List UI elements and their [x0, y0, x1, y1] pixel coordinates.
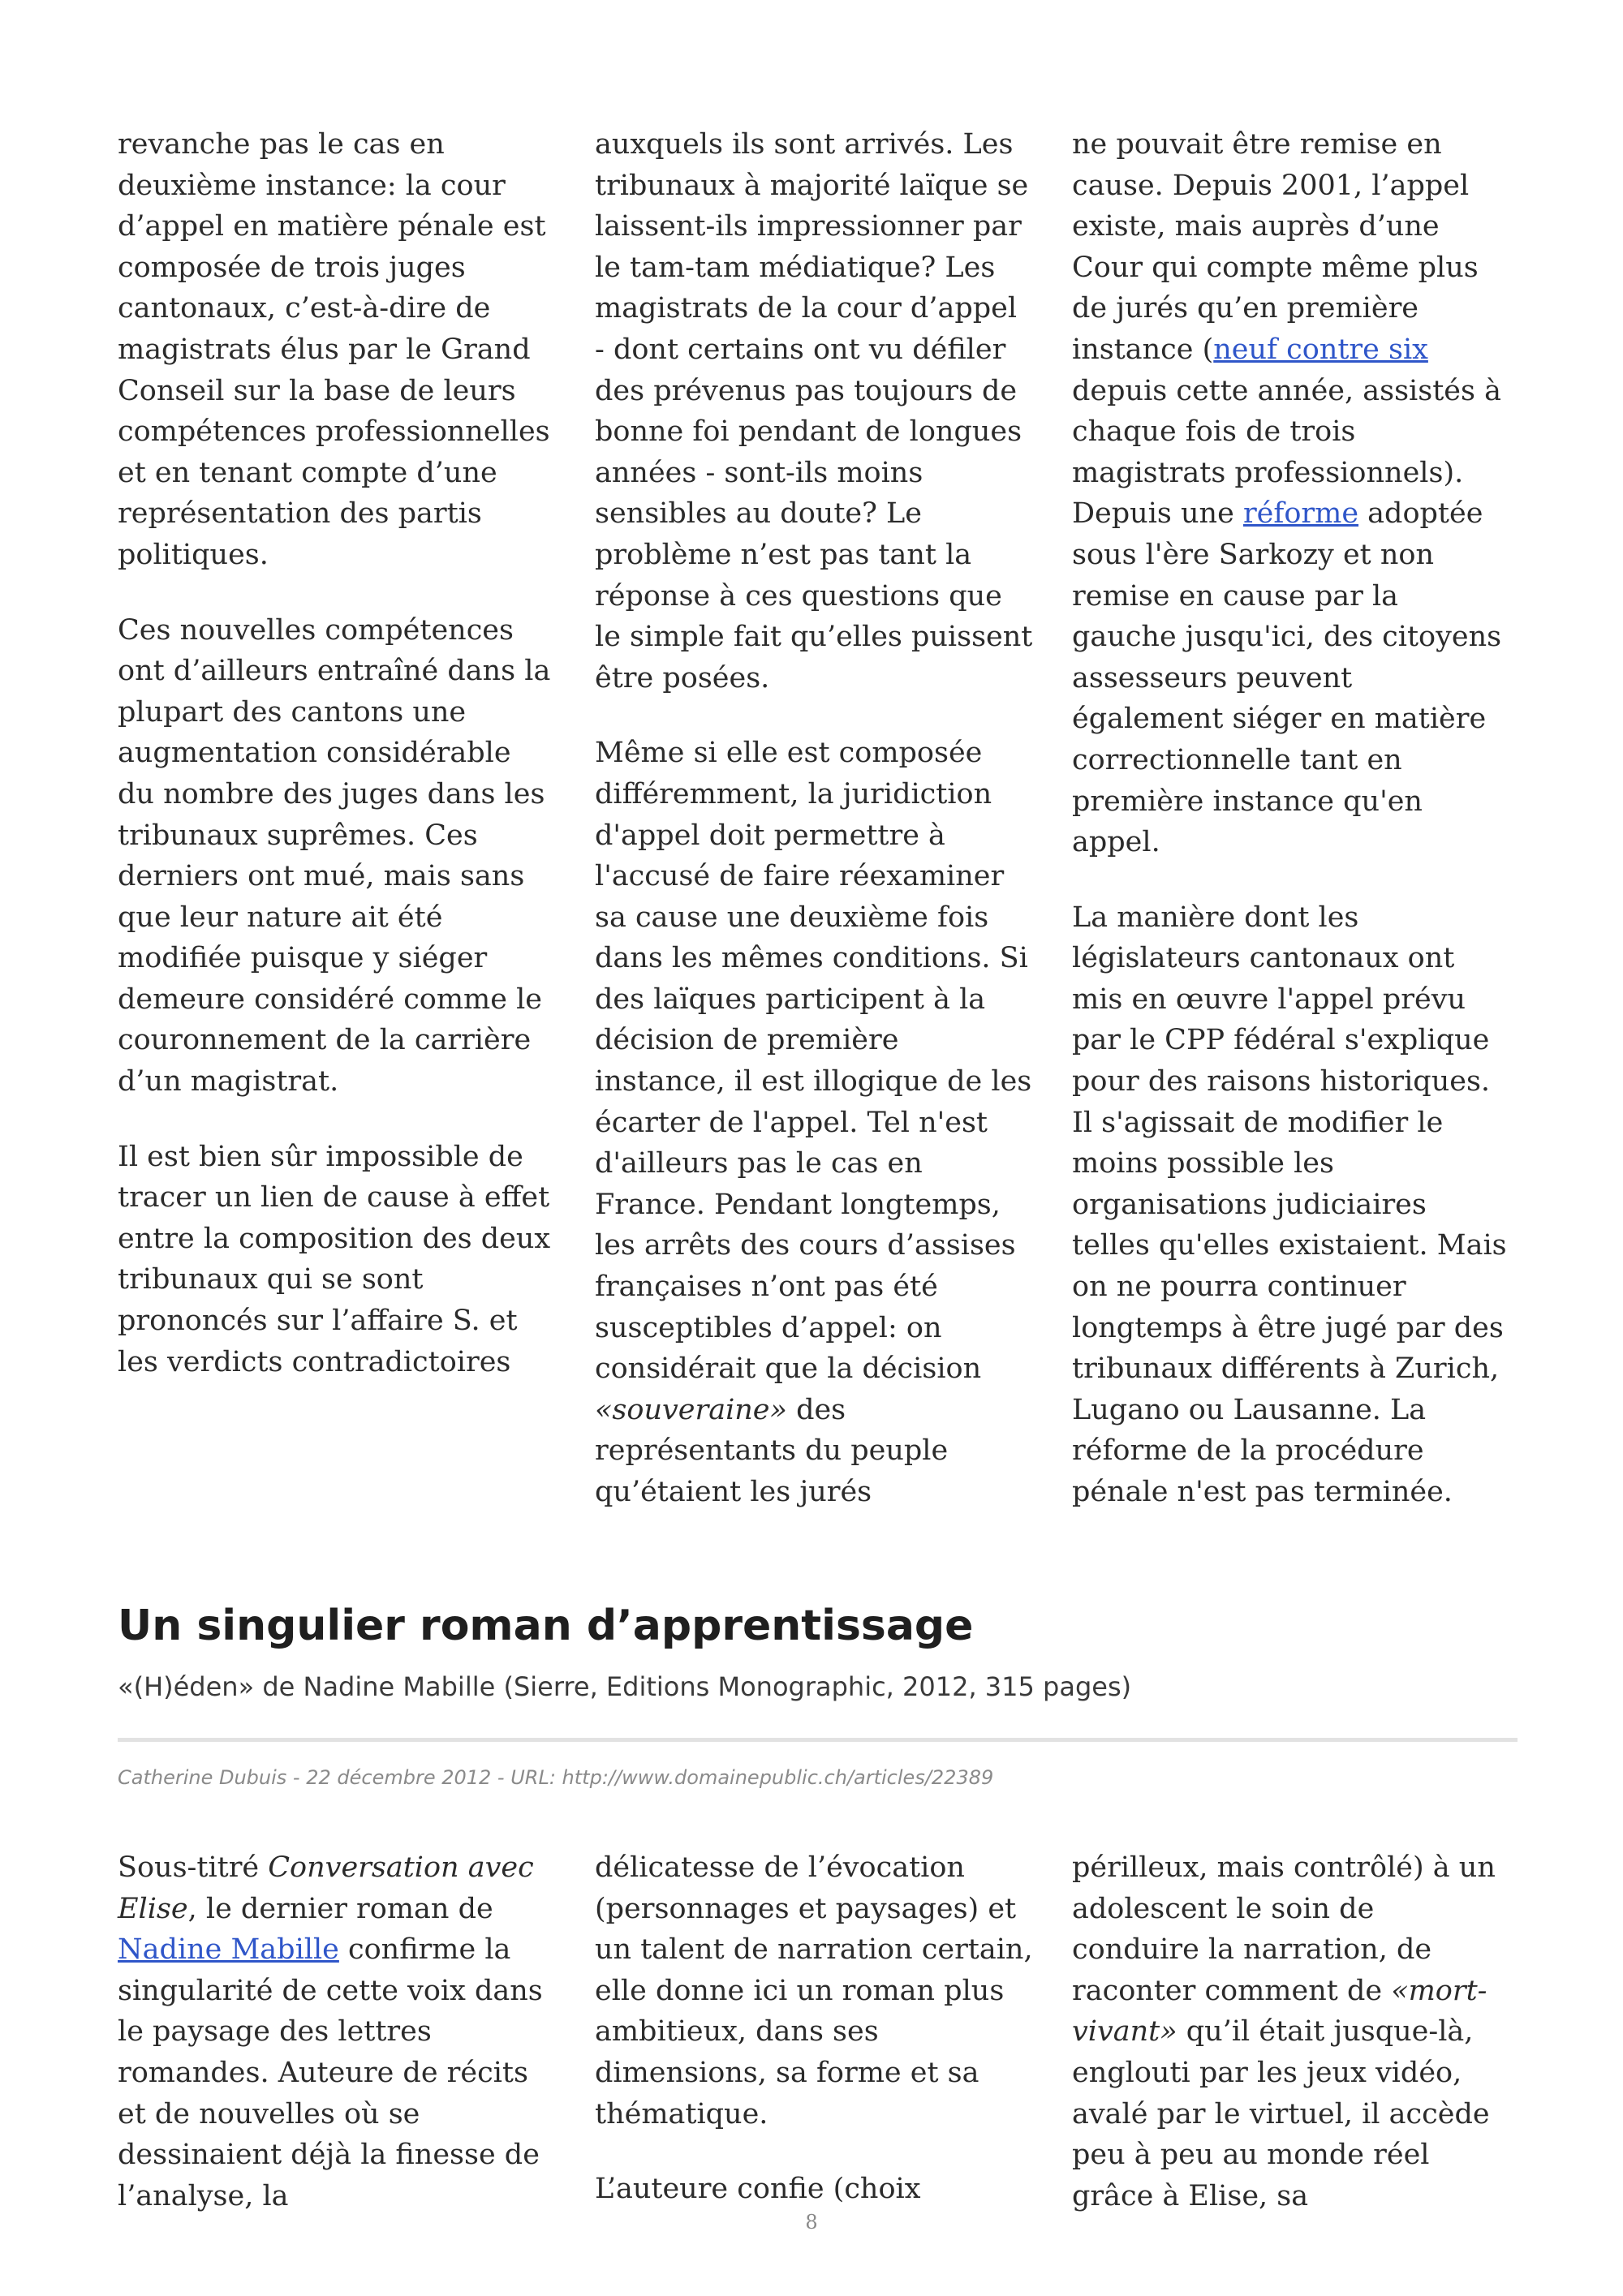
paragraph [1072, 124, 1510, 863]
text-run: périlleux, mais contrôlé) à un adolescent le soin de conduire la narration, de raconter comment de [1072, 1851, 1496, 2007]
text-run: , le dernier roman de [187, 1892, 493, 1925]
text-run: depuis cette année, assistés à chaque fois de trois magistrats professionnels). Depuis une [1072, 374, 1501, 531]
paragraph: La manière dont les législateurs cantonaux ont mis en œuvre l'appel prévu par le CPP fédéral s'explique pour des raisons historiques. Il s'agissait de modifier le moins possible les organisations judiciaires telles qu'elles existaient. Mais on ne pourra continuer longtemps à être jugé par des tribunaux différents à Zurich, Lugano ou Lausanne. La réforme de la procédure pénale n'est pas terminée. [1072, 901, 1507, 1508]
paragraph: revanche pas le cas en deuxième instance: la cour d’appel en matière pénale est composée de trois juges cantonaux, c’est-à-dire de magistrats élus par le Grand Conseil sur la base de leurs compétences professionnelles et en tenant compte d’une représentation des partis politiques. [118, 128, 550, 571]
article-title: Un singulier roman d’apprentissage [118, 1602, 974, 1650]
link-nadine-mabille[interactable]: Nadine Mabille [118, 1933, 339, 1967]
text-run: Sous-titré [118, 1851, 269, 1884]
paragraph: auxquels ils sont arrivés. Les tribunaux à majorité laïque se laissent-ils impressionner par le tam-tam médiatique? Les magistrats de la cour d’appel - dont certains ont vu défiler des prévenus pas toujours de bonne foi pendant de longues années - sont-ils moins sensibles au doute? Le problème n’est pas tant la réponse à ces questions que le simple fait qu’elles puissent être posées. [595, 128, 1033, 694]
link-reforme[interactable]: réforme [1242, 497, 1359, 531]
text-run: Même si elle est composée différemment, la juridiction d'appel doit permettre à l'accusé de faire réexaminer sa cause une deuxième fois dans les mêmes conditions. Si des laïques participent à la décision de première instance, il est illogique de les écarter de l'appel. Tel n'est d'ailleurs pas le cas en France. Pendant longtemps, les arrêts des cours d’assises françaises n’ont pas été susceptibles d’appel: on considérait que la décision [595, 737, 1032, 1386]
divider [118, 1738, 1518, 1742]
emphasis: «mort-vivant» [1072, 1974, 1487, 2049]
article-byline: Catherine Dubuis - 22 décembre 2012 - URL: http://www.domainepublic.ch/articles/22389 [118, 1766, 994, 1789]
link-neuf-contre-six[interactable]: neuf contre six [1213, 333, 1428, 366]
prev-article-column-2 [595, 124, 1033, 1513]
article-column-1 [118, 1847, 556, 2216]
paragraph: Il est bien sûr impossible de tracer un lien de cause à effet entre la composition des deux tribunaux qui se sont prononcés sur l’affaire S. et les verdicts contradictoires [118, 1140, 551, 1378]
paragraph [1072, 1847, 1510, 2216]
emphasis: «souveraine» [595, 1393, 787, 1426]
article-column-3 [1072, 1847, 1510, 2216]
paragraph [118, 1847, 556, 2216]
prev-article-column-3 [1072, 124, 1510, 1513]
emphasis: Conversation avec Elise [118, 1851, 534, 1925]
text-run: des représentants du peuple qu’étaient les jurés [595, 1393, 949, 1508]
prev-article-column-1 [118, 124, 556, 1382]
text-run: ne pouvait être remise en cause. Depuis 2001, l’appel existe, mais auprès d’une Cour qui compte même plus de jurés qu’en première instance ( [1072, 128, 1479, 366]
article-column-2 [595, 1847, 1033, 2210]
paragraph: Ces nouvelles compétences ont d’ailleurs entraîné dans la plupart des cantons une augmentation considérable du nombre des juges dans les tribunaux suprêmes. Ces derniers ont mué, mais sans que leur nature ait été modifiée puisque y siéger demeure considéré comme le couronnement de la carrière d’un magistrat. [118, 613, 551, 1099]
text-run: confirme la singularité de cette voix dans le paysage des lettres romandes. Auteure de récits et de nouvelles où se dessinaient déjà la finesse de l’analyse, la [118, 1933, 543, 2212]
page-number: 8 [805, 2211, 818, 2234]
paragraph: L’auteure confie (choix [595, 2173, 921, 2206]
paragraph [595, 733, 1033, 1512]
text-run: qu’il était jusque-là, englouti par les jeux vidéo, avalé par le virtuel, il accède peu à peu au monde réel grâce à Elise, sa [1072, 2015, 1490, 2212]
text-run: adoptée sous l'ère Sarkozy et non remise en cause par la gauche jusqu'ici, des citoyens assesseurs peuvent également siéger en matière correctionnelle tant en première instance qu'en appel. [1072, 497, 1502, 859]
article-subtitle: «(H)éden» de Nadine Mabille (Sierre, Editions Monographic, 2012, 315 pages) [118, 1671, 1132, 1702]
paragraph: délicatesse de l’évocation (personnages et paysages) et un talent de narration certain, elle donne ici un roman plus ambitieux, dans ses dimensions, sa forme et sa thématique. [595, 1851, 1033, 2130]
